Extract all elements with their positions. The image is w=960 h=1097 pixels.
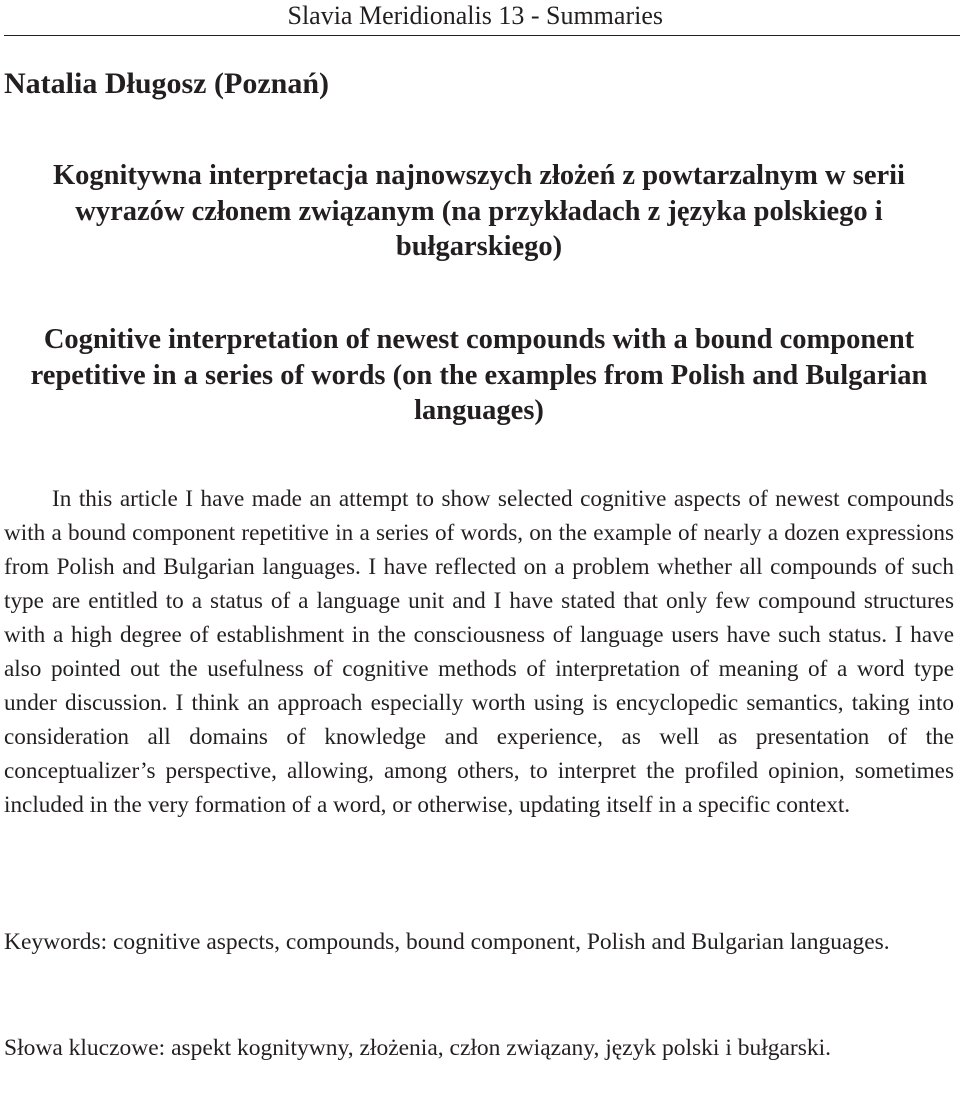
keywords-polish: Słowa kluczowe: aspekt kognitywny, złożenia, człon związany, język polski i bułgarski. xyxy=(4,1035,832,1061)
header-rule xyxy=(4,35,960,36)
summary-paragraph: In this article I have made an attempt to show selected cognitive aspects of newest compounds with a bound component repetitive in a series of words, on the example of nearly a dozen expressions from Polish and Bulgarian languages. I have reflected on a problem whether all compounds of such type are entitled to a status of a language unit and I have stated that only few compound structures with a high degree of establishment in the consciousness of language users have such status. I have also pointed out the usefulness of cognitive methods of interpretation of meaning of a word type under discussion. I think an approach especially worth using is encyclopedic semantics, taking into consideration all domains of knowledge and experience, as well as presentation of the conceptualizer’s perspective, allowing, among others, to interpret the profiled opinion, sometimes included in the very formation of a word, or otherwise, updating itself in a specific context. xyxy=(4,486,954,818)
author-name: Natalia Długosz (Poznań) xyxy=(4,67,329,100)
running-header: Slavia Meridionalis 13 - Summaries xyxy=(287,1,663,30)
article-title-english: Cognitive interpretation of newest compounds with a bound component repetitive in a series of words (on the examples from Polish and Bulgarian languages) xyxy=(30,324,928,426)
keywords-english: Keywords: cognitive aspects, compounds, bound component, Polish and Bulgarian languages. xyxy=(4,929,890,955)
article-title-polish: Kognitywna interpretacja najnowszych złożeń z powtarzalnym w serii wyrazów członem związanym (na przykładach z języka polskiego i bułgarskiego) xyxy=(53,160,905,262)
